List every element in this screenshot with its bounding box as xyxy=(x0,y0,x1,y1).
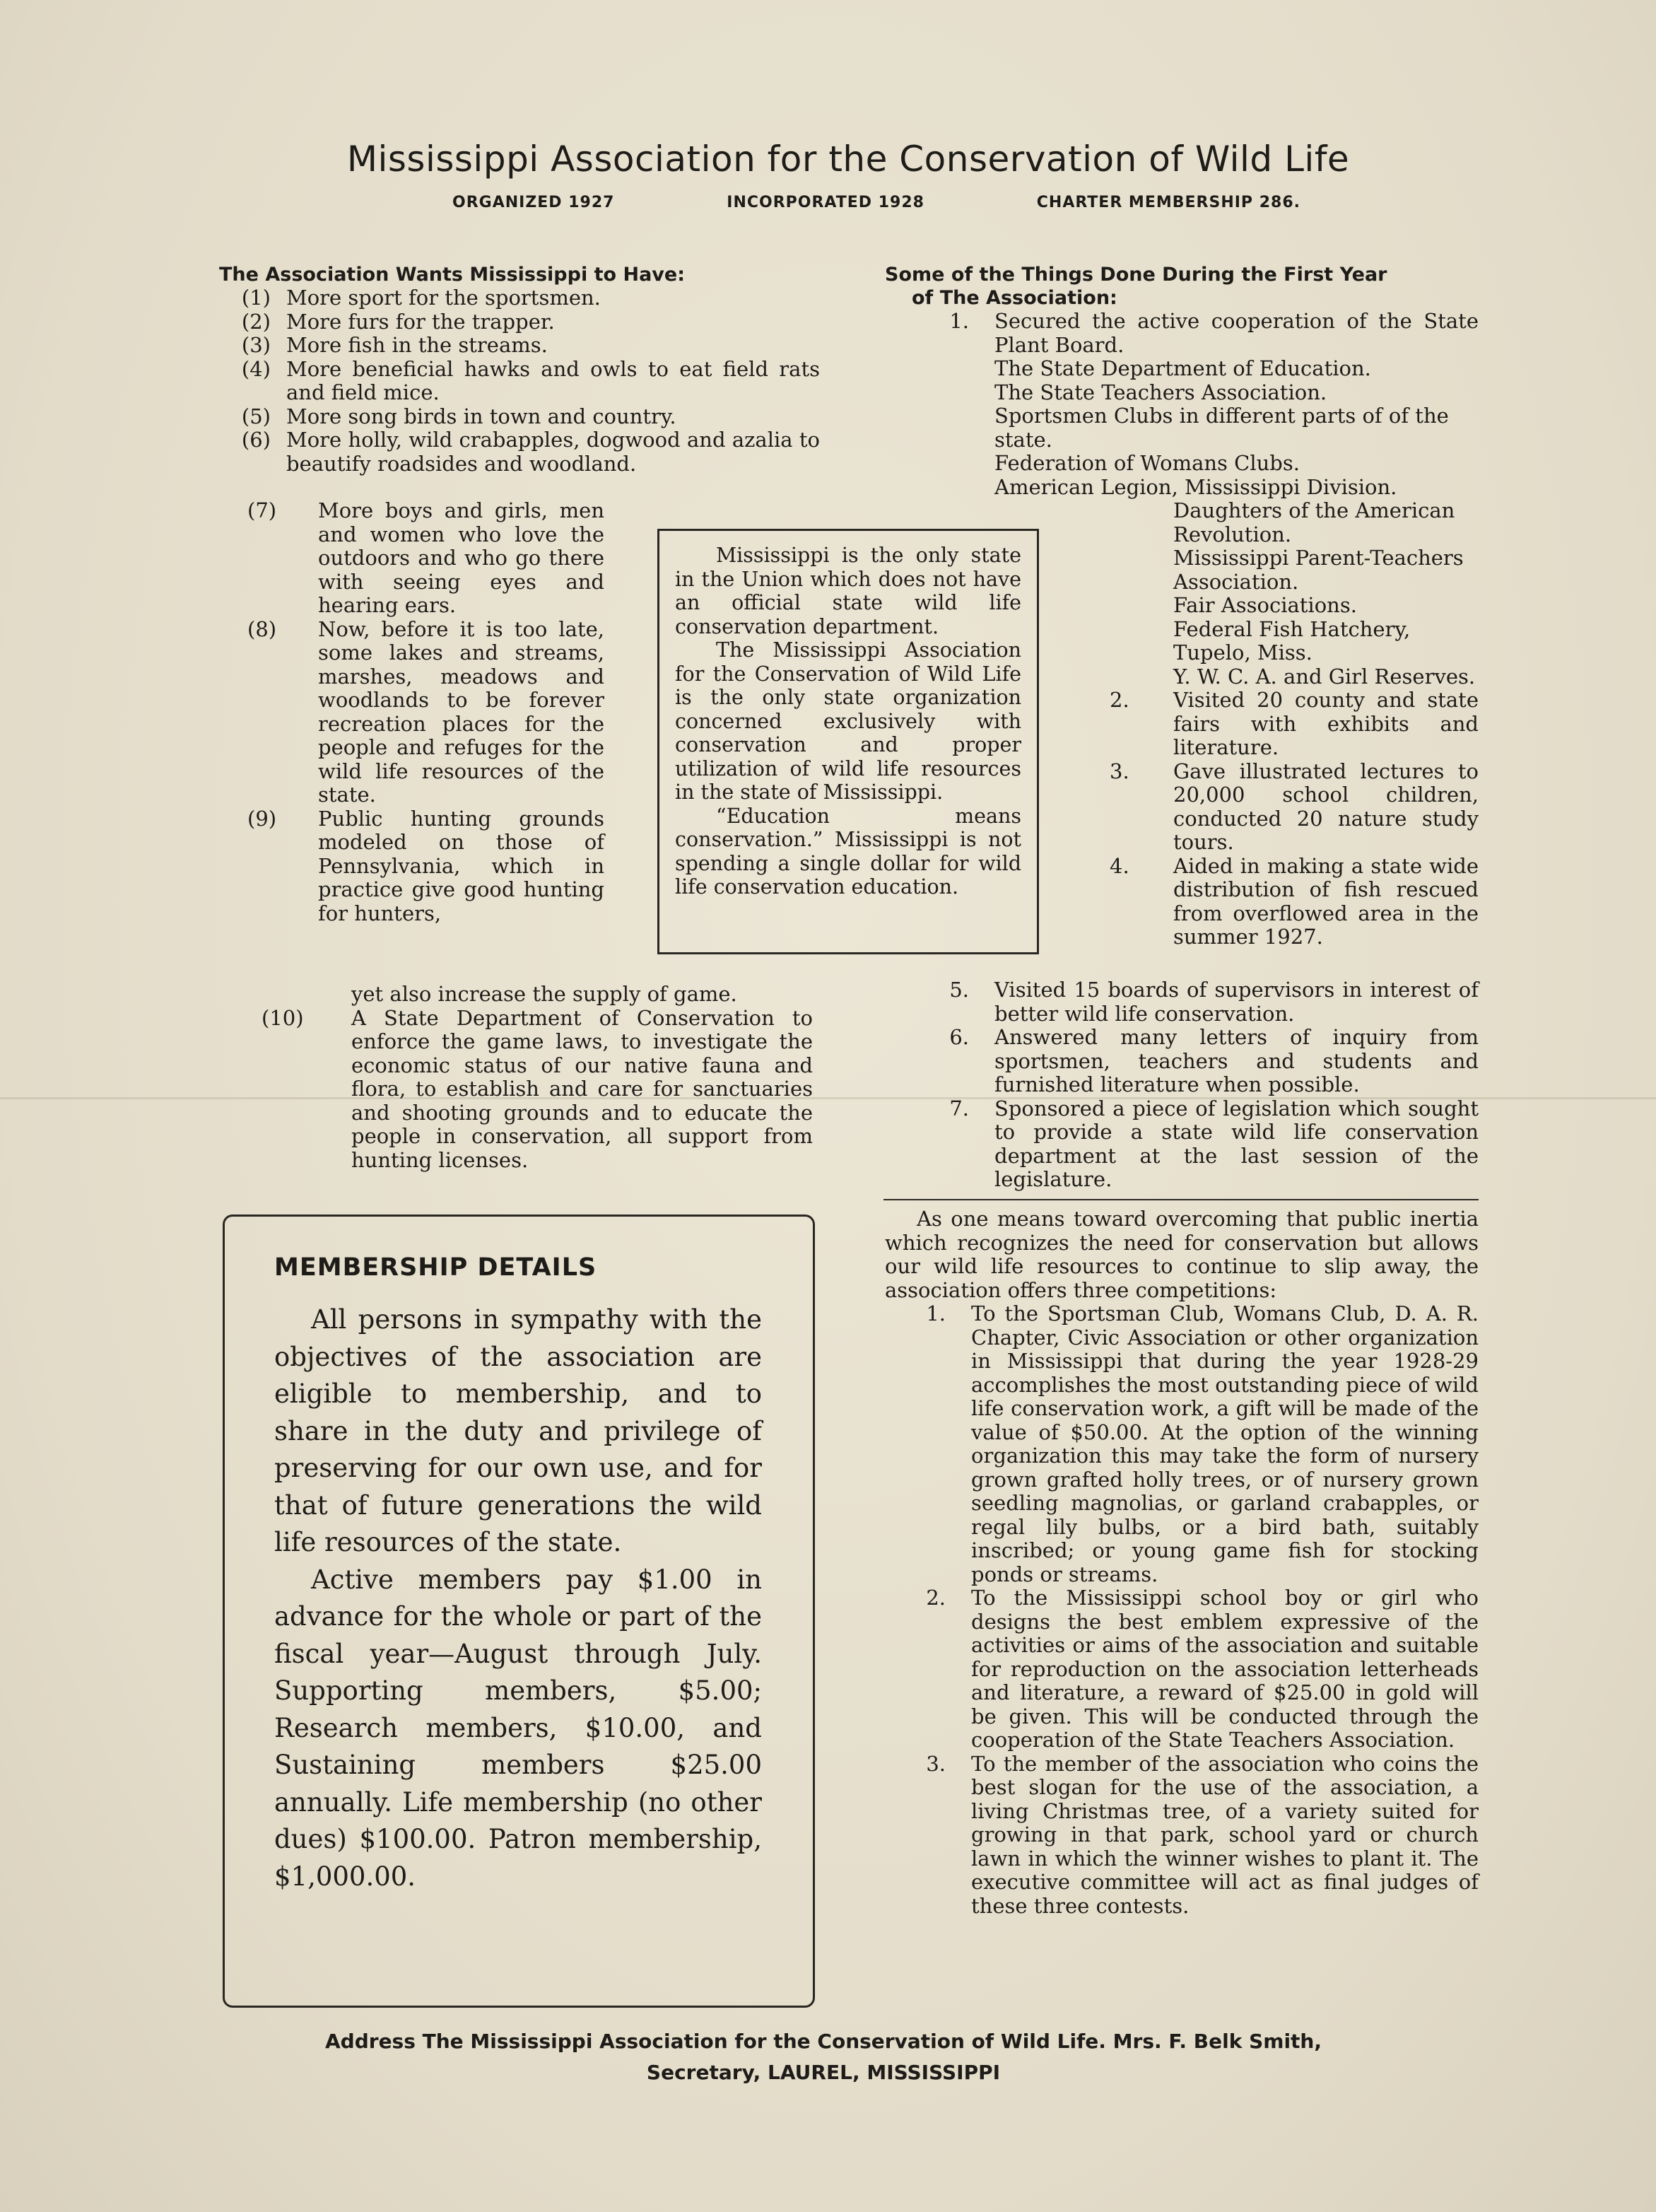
incorporated-date: INCORPORATED 1928 xyxy=(727,194,924,211)
cooperation-entry: Mississippi Parent-Teachers Association. xyxy=(1173,546,1464,594)
section-divider xyxy=(883,1199,1479,1200)
list-item: (5) More song birds in town and country. xyxy=(241,404,676,428)
list-item: (2) More furs for the trapper. xyxy=(241,309,555,334)
organized-date: ORGANIZED 1927 xyxy=(452,194,615,211)
organization-facts xyxy=(452,194,1300,211)
list-item-continuation: yet also increase the supply of game. xyxy=(351,982,737,1006)
done-section-narrow xyxy=(1110,498,1479,949)
list-item: 3. To the member of the association who coins the best slogan for the use of the association, a living Christmas tree, of a variety suited for growing in that park, school yard or church lawn in which the winner wishes to plant it. The executive committee will act as final judges of these three contests. xyxy=(926,1751,1479,1918)
done-heading-continued: of The Association: xyxy=(912,287,1117,309)
list-item: (10) A State Department of Conservation to enforce the game laws, to investigate the economic status of our native fauna and flora, to establish and care for sanctuaries and shooting grounds and to educate the people in conservation, all support from hunting licenses. xyxy=(262,1005,813,1172)
membership-paragraph: All persons in sympathy with the objectives of the association are eligible to membership, and to share in the duty and privilege of preserving for our own use, and for that of future generations the wild life resources of the state. xyxy=(274,1304,762,1557)
list-item: (1) More sport for the sportsmen. xyxy=(241,286,601,310)
done-section-tail xyxy=(885,978,1479,1192)
membership-paragraph: Active members pay $1.00 in advance for the whole or part of the fiscal year—August through July. Supporting members, $5.00; Research members, $10.00, and Sustaining members $25.00 annually. Life membership (no other dues) $100.00. Patron membership, $1,000.00. xyxy=(274,1564,762,1892)
list-item: 1. To the Sportsman Club, Womans Club, D. A. R. Chapter, Civic Association or other organization in Mississippi that during the year 1928-29 accomplishes the most outstanding piece of wild life conservation work, a gift will be made of the value of $50.00. At the option of the winning organization this may take the form of nursery grown grafted holly trees, or of nursery grown seedling magnolias, or garland crabapples, or regal lily bulbs, or a bird bath, suitably inscribed; or young game fish for stocking ponds or streams. xyxy=(926,1301,1479,1586)
list-item: 4. Aided in making a state wide distribution of fish rescued from overflowed area in the summer 1927. xyxy=(1110,853,1479,949)
list-item: (4) More beneficial hawks and owls to eat field rats and field mice. xyxy=(241,356,820,404)
membership-box xyxy=(223,1215,815,2008)
callout-box xyxy=(657,529,1039,954)
cooperation-entry: Daughters of the American Revolution. xyxy=(1173,498,1455,546)
callout-paragraph: Mississippi is the only state in the Union which does not have an official state wild life conservation department. xyxy=(675,544,1021,638)
competitions-section xyxy=(885,1207,1479,1918)
footer-line: Address The Mississippi Association for the Conservation of Wild Life. Mrs. F. Belk Smith, xyxy=(325,2030,1322,2053)
list-item: 1. Secured the active cooperation of the State Plant Board. xyxy=(949,309,1479,357)
callout-paragraph: The Mississippi Association for the Conservation of Wild Life is the only state organization concerned exclusively with conservation and proper utilization of wild life resources in the state of Mississippi. xyxy=(675,638,1021,804)
competitions-intro: As one means toward overcoming that public inertia which recognizes the need for conservation but allows our wild life resources to continue to slip away, the association offers three competitions: xyxy=(885,1207,1479,1302)
address-footer xyxy=(212,2026,1435,2088)
wants-section-narrow xyxy=(247,499,604,925)
list-item: 3. Gave illustrated lectures to 20,000 school children, conducted 20 nature study tours. xyxy=(1110,759,1479,854)
list-item: 5. Visited 15 boards of supervisors in interest of better wild life conservation. xyxy=(949,978,1479,1026)
wants-heading: The Association Wants Mississippi to Have: xyxy=(219,264,685,286)
cooperation-entry: American Legion, Mississippi Division. xyxy=(994,474,1397,499)
list-item: (7) More boys and girls, men and women who love the outdoors and who go there with seeing eyes and hearing ears. xyxy=(247,498,604,617)
done-heading: Some of the Things Done During the First Year xyxy=(885,264,1387,286)
cooperation-entry: Federation of Womans Clubs. xyxy=(994,451,1300,475)
done-section xyxy=(885,263,1479,499)
list-item: 2. Visited 20 county and state fairs with exhibits and literature. xyxy=(1110,688,1479,759)
cooperation-entry: Y. W. C. A. and Girl Reserves. xyxy=(1173,664,1476,689)
cooperation-entry: Federal Fish Hatchery, Tupelo, Miss. xyxy=(1173,616,1411,665)
callout-paragraph: “Education means conservation.” Mississippi is not spending a single dollar for wild life conservation education. xyxy=(675,804,1021,899)
list-item: (8) Now, before it is too late, some lakes and streams, marshes, meadows and woodlands to be forever recreation places for the people and refuges for the wild life resources of the state. xyxy=(247,616,604,807)
footer-line: Secretary, LAUREL, MISSISSIPPI xyxy=(646,2061,1001,2084)
cooperation-entry: Fair Associations. xyxy=(1173,593,1357,617)
list-item: (6) More holly, wild crabapples, dogwood and azalia to beautify roadsides and woodland. xyxy=(241,428,820,476)
list-item: 7. Sponsored a piece of legislation which sought to provide a state wild life conservation department at the last session of the legislature. xyxy=(949,1096,1479,1191)
document-title: Mississippi Association for the Conservation of Wild Life xyxy=(346,139,1350,180)
membership-heading: MEMBERSHIP DETAILS xyxy=(274,1253,597,1282)
list-item: (9) Public hunting grounds modeled on those of Pennsylvania, which in practice give good hunting for hunters, xyxy=(247,806,604,925)
list-item: 2. To the Mississippi school boy or girl who designs the best emblem expressive of the activities or aims of the association and suitable for reproduction on the association letterheads and literature, a reward of $25.00 in gold will be given. This will be conducted through the cooperation of the State Teachers Association. xyxy=(926,1586,1479,1752)
wants-section xyxy=(219,263,820,476)
charter-membership: CHARTER MEMBERSHIP 286. xyxy=(1036,194,1300,211)
cooperation-entry: The State Department of Education. xyxy=(994,356,1371,380)
list-item: (3) More fish in the streams. xyxy=(241,333,548,357)
wants-section-tail xyxy=(262,983,813,1172)
cooperation-entry: The State Teachers Association. xyxy=(994,380,1327,404)
cooperation-entry: Sportsmen Clubs in different parts of of the state. xyxy=(994,404,1449,452)
list-item: 6. Answered many letters of inquiry from sportsmen, teachers and students and furnished literature when possible. xyxy=(949,1025,1479,1096)
